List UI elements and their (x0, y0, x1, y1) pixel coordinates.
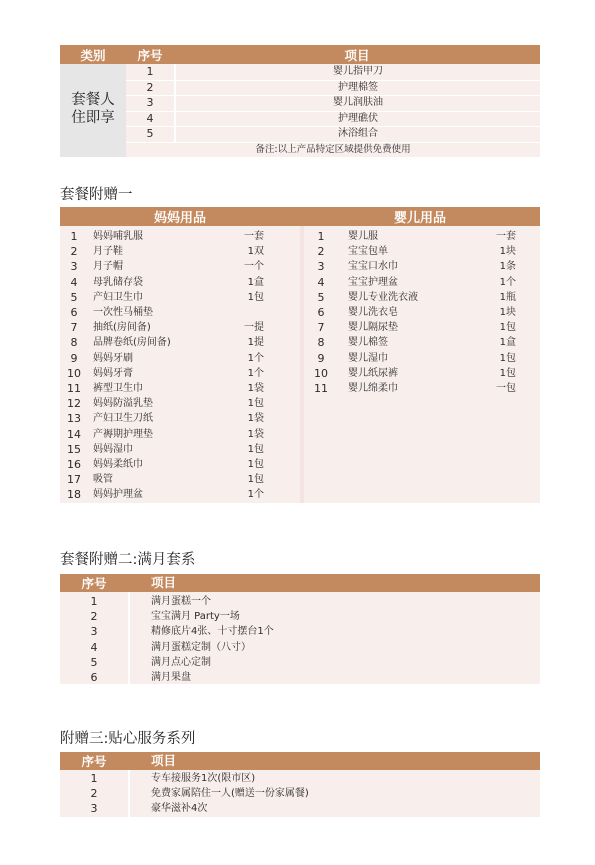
mom-item-qty: 1包 (247, 459, 264, 470)
mom-item-qty: 一套 (244, 231, 264, 242)
baby-item-number: 7 (317, 321, 325, 335)
section2-title: 套餐附赠二:满月套系 (60, 552, 196, 568)
baby-item-name: 婴儿隔尿垫 (348, 322, 398, 334)
mom-item-number: 7 (70, 321, 78, 335)
baby-item-number: 3 (317, 260, 325, 274)
row-number: 4 (90, 640, 98, 654)
header-number: 序号 (81, 754, 107, 769)
mom-item-number: 1 (70, 230, 78, 243)
baby-item-number: 8 (317, 336, 325, 350)
mom-item-qty: 1包 (247, 443, 264, 455)
mom-item-qty: 1个 (247, 489, 264, 501)
row-item: 护理礁伏 (338, 112, 378, 124)
baby-item-number: 9 (317, 351, 325, 365)
row-number: 1 (146, 65, 154, 78)
mom-item-number: 15 (67, 442, 81, 456)
column-divider (128, 770, 130, 817)
mom-item-qty: 1袋 (247, 413, 264, 425)
baby-items-header: 婴儿用品 (393, 211, 446, 226)
mom-item-name: 妈妈牙刷 (93, 352, 133, 364)
baby-item-qty: 1包 (499, 322, 516, 334)
mom-item-number: 8 (70, 336, 78, 350)
mom-item-number: 14 (67, 427, 81, 441)
baby-item-qty: 1盒 (499, 337, 516, 349)
mom-item-qty: 一提 (244, 322, 264, 334)
baby-item-name: 宝宝口水巾 (348, 261, 398, 273)
mom-item-number: 16 (67, 458, 81, 471)
row-number: 2 (90, 610, 98, 624)
baby-item-name: 婴儿服 (348, 231, 378, 242)
mom-item-number: 4 (70, 275, 78, 289)
header-number: 序号 (81, 576, 107, 591)
header-category: 类别 (80, 47, 106, 63)
row-item: 婴儿指甲刀 (333, 66, 383, 77)
baby-item-number: 5 (317, 290, 325, 304)
mom-item-qty: 1个 (247, 352, 264, 364)
mom-item-qty: 一个 (244, 261, 264, 273)
mom-item-name: 月子帽 (93, 261, 123, 273)
mom-item-name: 产褥期护理垫 (93, 428, 153, 440)
baby-item-qty: 1包 (499, 367, 516, 379)
baby-item-qty: 1个 (499, 276, 516, 288)
category-label: 套餐人 住即享 (71, 92, 115, 126)
mom-item-name: 母乳储存袋 (93, 276, 143, 288)
row-number: 6 (90, 671, 98, 684)
row-item: 免费家属陪住一人(赠送一份家属餐) (151, 788, 309, 800)
row-item: 护理棉签 (338, 81, 378, 93)
mom-item-number: 5 (70, 290, 78, 304)
mom-item-number: 12 (67, 397, 81, 411)
mom-item-qty: 1盒 (247, 276, 264, 288)
baby-item-qty: 1条 (499, 261, 516, 273)
baby-item-name: 婴儿绵柔巾 (348, 383, 398, 394)
section1-title: 套餐附赠一 (60, 187, 133, 203)
baby-item-qty: 1包 (499, 352, 516, 364)
mom-item-name: 妈妈哺乳服 (93, 231, 143, 242)
header-item: 项目 (151, 575, 177, 590)
mom-item-number: 2 (70, 245, 78, 259)
column-divider (128, 592, 130, 684)
mom-item-name: 妈妈柔纸巾 (93, 459, 143, 470)
section3-title: 附赠三:贴心服务系列 (60, 731, 196, 747)
mom-item-number: 13 (67, 412, 81, 426)
row-item: 专车接服务1次(限市区) (151, 773, 256, 784)
row-number: 3 (90, 802, 98, 816)
mom-item-name: 裤型卫生巾 (93, 383, 143, 394)
mom-items-header: 妈妈用品 (153, 211, 206, 226)
mom-item-name: 品牌卷纸(房间备) (93, 337, 171, 349)
baby-item-name: 婴儿湿巾 (348, 352, 388, 364)
row-item: 满月果盘 (151, 672, 191, 683)
row-number: 2 (146, 80, 154, 94)
mom-item-name: 妈妈牙膏 (93, 367, 133, 379)
mom-item-qty: 1包 (247, 398, 264, 410)
mom-item-name: 妈妈湿巾 (93, 443, 133, 455)
baby-item-number: 10 (314, 366, 328, 380)
mom-item-qty: 1袋 (247, 383, 264, 394)
mom-item-name: 妈妈防溢乳垫 (93, 398, 153, 410)
row-item: 宝宝满月 Party一场 (151, 611, 240, 623)
row-number: 5 (146, 127, 154, 141)
baby-item-qty: 1块 (499, 307, 516, 318)
row-number: 1 (90, 595, 98, 608)
baby-item-qty: 一套 (496, 231, 516, 242)
row-item: 婴儿润肤油 (333, 97, 383, 109)
mom-item-name: 一次性马桶垫 (93, 307, 153, 318)
header-item: 项目 (344, 47, 370, 63)
row-number: 1 (90, 772, 98, 785)
baby-item-qty: 一包 (496, 383, 516, 394)
mom-item-name: 月子鞋 (93, 246, 123, 258)
baby-item-number: 6 (317, 306, 325, 319)
mom-item-number: 11 (67, 382, 81, 395)
baby-item-name: 婴儿洗衣皂 (348, 307, 398, 318)
row-number: 5 (90, 655, 98, 669)
baby-item-number: 1 (317, 230, 325, 243)
mom-item-number: 17 (67, 473, 81, 487)
header-item: 项目 (151, 753, 177, 768)
gift3-table-header (60, 752, 540, 770)
header-number: 序号 (137, 47, 163, 63)
baby-item-name: 婴儿棉签 (348, 337, 388, 349)
baby-item-number: 11 (314, 382, 328, 395)
mom-item-number: 18 (67, 488, 81, 502)
baby-item-name: 婴儿纸尿裤 (348, 367, 398, 379)
baby-item-number: 2 (317, 245, 325, 259)
mom-item-name: 产妇卫生刀纸 (93, 413, 153, 425)
baby-item-name: 宝宝包单 (348, 246, 388, 258)
mom-item-qty: 1提 (247, 337, 264, 349)
mom-item-qty: 1袋 (247, 428, 264, 440)
mom-item-name: 产妇卫生巾 (93, 291, 143, 303)
row-item: 精修底片4张、十寸摆台1个 (151, 626, 274, 638)
mom-item-qty: 1个 (247, 367, 264, 379)
mom-item-name: 抽纸(房间备) (93, 322, 151, 334)
row-item: 满月蛋糕一个 (151, 596, 211, 607)
row-item: 满月点心定制 (151, 656, 211, 668)
mom-item-name: 妈妈护理盆 (93, 489, 143, 501)
mom-item-name: 吸管 (93, 474, 113, 486)
baby-item-name: 婴儿专业洗衣液 (348, 291, 418, 303)
mom-item-number: 10 (67, 366, 81, 380)
row-number: 2 (90, 787, 98, 801)
row-item: 豪华滋补4次 (151, 803, 208, 815)
baby-item-qty: 1块 (499, 246, 516, 258)
baby-item-number: 4 (317, 275, 325, 289)
mom-item-qty: 1包 (247, 474, 264, 486)
row-number: 3 (146, 96, 154, 110)
gift2-table-header (60, 574, 540, 592)
row-number: 4 (146, 111, 154, 125)
mom-item-number: 6 (70, 306, 78, 319)
note-text: 备注:以上产品特定区域提供免费使用 (255, 144, 411, 155)
mom-item-qty: 1包 (247, 291, 264, 303)
baby-item-qty: 1瓶 (499, 291, 516, 303)
mom-item-number: 3 (70, 260, 78, 274)
row-number: 3 (90, 625, 98, 639)
baby-item-name: 宝宝护理盆 (348, 276, 398, 288)
mom-item-number: 9 (70, 351, 78, 365)
row-item: 沐浴组合 (338, 128, 378, 140)
mom-item-qty: 1双 (247, 246, 264, 258)
row-item: 满月蛋糕定制（八寸） (151, 641, 251, 653)
